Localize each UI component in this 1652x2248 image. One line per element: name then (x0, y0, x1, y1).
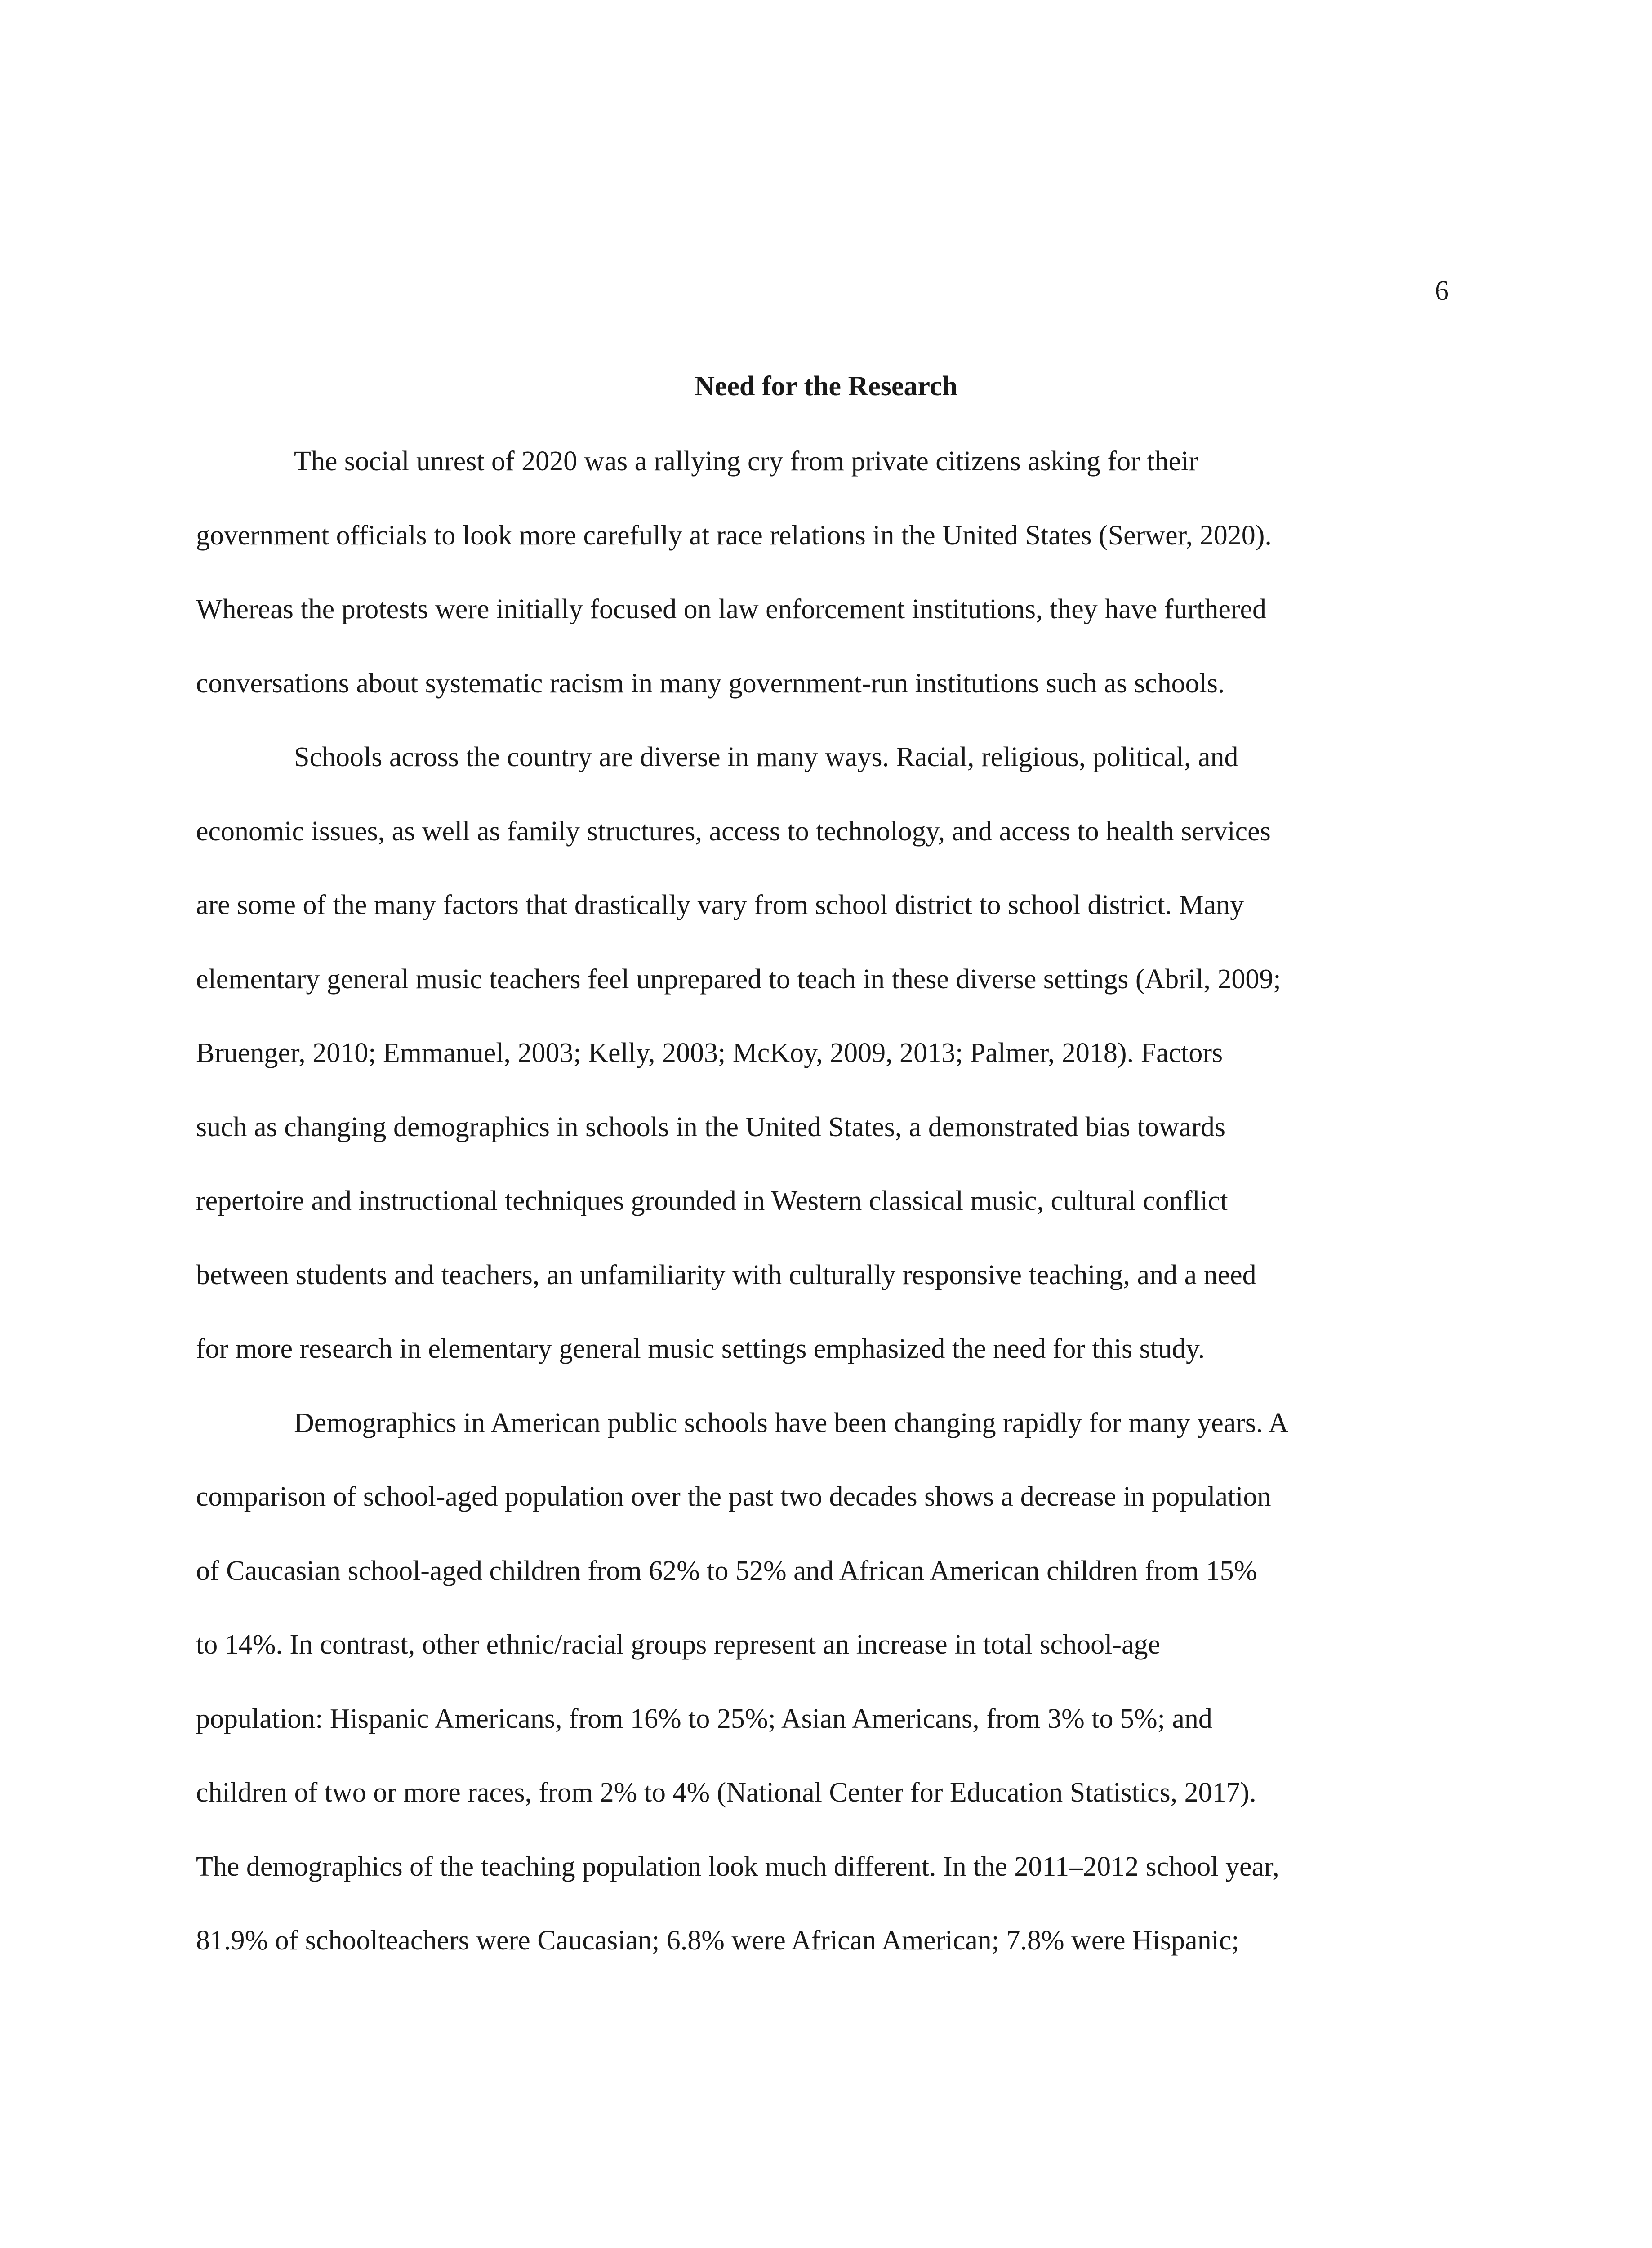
paragraph-2-line-8: between students and teachers, an unfamiliarity with culturally responsive teaching, and a need (196, 1259, 1256, 1290)
paragraph-3-line-8: 81.9% of schoolteachers were Caucasian; 6.8% were African American; 7.8% were Hispanic; (196, 1925, 1239, 1956)
paragraph-3-line-6: children of two or more races, from 2% to 4% (National Center for Education Statistics, 2017). (196, 1777, 1256, 1808)
paragraph-3-line-4: to 14%. In contrast, other ethnic/racial groups represent an increase in total school-age (196, 1629, 1161, 1660)
paragraph-2-line-5: Bruenger, 2010; Emmanuel, 2003; Kelly, 2003; McKoy, 2009, 2013; Palmer, 2018). Factors (196, 1038, 1223, 1068)
paragraph-2-line-7: repertoire and instructional techniques grounded in Western classical music, cultural conflict (196, 1186, 1228, 1216)
paragraph-3-line-2: comparison of school-aged population over the past two decades shows a decrease in population (196, 1481, 1271, 1512)
paragraph-2-line-4: elementary general music teachers feel unprepared to teach in these diverse settings (Abril, 2009; (196, 963, 1281, 995)
paragraph-2-line-2: economic issues, as well as family structures, access to technology, and access to health services (196, 816, 1271, 847)
paragraph-3-line-5: population: Hispanic Americans, from 16% to 25%; Asian Americans, from 3% to 5%; and (196, 1703, 1212, 1734)
paragraph-2-line-6: such as changing demographics in schools in the United States, a demonstrated bias towards (196, 1111, 1226, 1142)
paragraph-3-line-3: of Caucasian school-aged children from 62% to 52% and African American children from 15% (196, 1555, 1257, 1586)
paragraph-1-line-1: The social unrest of 2020 was a rallying cry from private citizens asking for their (294, 446, 1198, 477)
paragraph-2-line-9: for more research in elementary general music settings emphasized the need for this study. (196, 1334, 1205, 1364)
paragraph-3-line-7: The demographics of the teaching population look much different. In the 2011–2012 school year, (196, 1851, 1279, 1882)
paragraph-2-line-3: are some of the many factors that drastically vary from school district to school district. Many (196, 890, 1244, 920)
paragraph-1-line-2: government officials to look more carefully at race relations in the United States (Serwer, 2020). (196, 520, 1272, 551)
paragraph-2-line-1: Schools across the country are diverse in many ways. Racial, religious, political, and (294, 742, 1238, 772)
paragraph-1-line-3: Whereas the protests were initially focused on law enforcement institutions, they have furthered (196, 594, 1267, 624)
page-number: 6 (1435, 276, 1449, 306)
paragraph-3-line-1: Demographics in American public schools have been changing rapidly for many years. A (294, 1407, 1289, 1438)
paragraph-1-line-4: conversations about systematic racism in many government-run institutions such as schools. (196, 668, 1225, 699)
body-text (196, 447, 1458, 2001)
section-heading: Need for the Research (695, 371, 957, 401)
